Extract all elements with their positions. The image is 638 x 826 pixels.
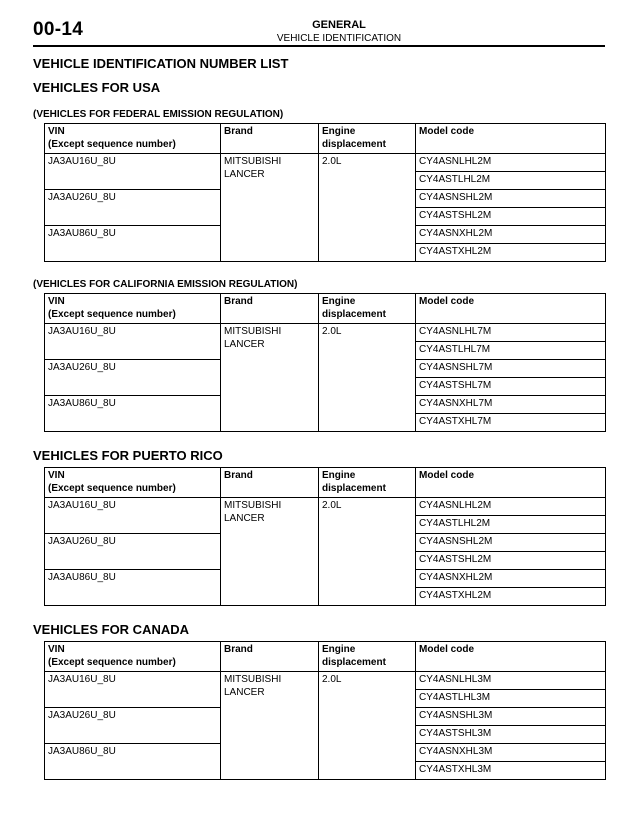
model-code-cell: CY4ASNLHL2M	[416, 154, 606, 172]
brand-line1: MITSUBISHI	[224, 326, 282, 337]
model-code-cell: CY4ASTSHL7M	[416, 378, 606, 396]
engine-header-line2: displacement	[322, 139, 386, 150]
brand-column-header: Brand	[221, 642, 319, 672]
brand-line1: MITSUBISHI	[224, 500, 282, 511]
model-code-cell: CY4ASTLHL2M	[416, 516, 606, 534]
brand-line1: MITSUBISHI	[224, 674, 282, 685]
vin-table-federal	[44, 123, 606, 262]
model-code-cell: CY4ASTXHL7M	[416, 414, 606, 432]
model-code-cell: CY4ASTXHL3M	[416, 762, 606, 780]
engine-header-line1: Engine	[322, 296, 356, 307]
table-header-row	[45, 294, 606, 324]
vin-column-header	[45, 642, 221, 672]
vin-table-puerto-rico	[44, 467, 606, 606]
model-column-header: Model code	[416, 642, 606, 672]
engine-header-line2: displacement	[322, 309, 386, 320]
engine-cell: 2.0L	[319, 324, 416, 432]
table-row	[45, 154, 606, 172]
section-title-usa: VEHICLES FOR USA	[33, 80, 161, 95]
model-code-cell: CY4ASNXHL2M	[416, 226, 606, 244]
model-code-cell: CY4ASTXHL2M	[416, 244, 606, 262]
engine-header-line1: Engine	[322, 470, 356, 481]
brand-line2: LANCER	[224, 169, 265, 180]
model-column-header: Model code	[416, 468, 606, 498]
vin-header-line1: VIN	[48, 470, 65, 481]
table-row	[45, 672, 606, 690]
vin-header-line2: (Except sequence number)	[48, 483, 176, 494]
vin-cell: JA3AU16U_8U	[45, 324, 221, 360]
model-code-cell: CY4ASTSHL2M	[416, 552, 606, 570]
brand-line2: LANCER	[224, 513, 265, 524]
vin-cell: JA3AU26U_8U	[45, 190, 221, 226]
subtitle-california: (VEHICLES FOR CALIFORNIA EMISSION REGULATION)	[33, 279, 298, 290]
vin-column-header	[45, 294, 221, 324]
vin-table-california	[44, 293, 606, 432]
brand-cell	[221, 324, 319, 432]
vin-header-line1: VIN	[48, 296, 65, 307]
vin-header-line1: VIN	[48, 644, 65, 655]
engine-column-header	[319, 468, 416, 498]
model-code-cell: CY4ASTXHL2M	[416, 588, 606, 606]
vin-cell: JA3AU86U_8U	[45, 570, 221, 606]
engine-cell: 2.0L	[319, 154, 416, 262]
model-column-header: Model code	[416, 294, 606, 324]
model-code-cell: CY4ASTLHL2M	[416, 172, 606, 190]
header-rule	[33, 45, 605, 47]
vin-cell: JA3AU16U_8U	[45, 672, 221, 708]
brand-cell	[221, 498, 319, 606]
vin-header-line2: (Except sequence number)	[48, 657, 176, 668]
model-code-cell: CY4ASTLHL3M	[416, 690, 606, 708]
vin-cell: JA3AU26U_8U	[45, 708, 221, 744]
brand-cell	[221, 672, 319, 780]
table-row	[45, 498, 606, 516]
model-code-cell: CY4ASTSHL3M	[416, 726, 606, 744]
vin-header-line2: (Except sequence number)	[48, 139, 176, 150]
vin-cell: JA3AU16U_8U	[45, 498, 221, 534]
model-code-cell: CY4ASNLHL2M	[416, 498, 606, 516]
vin-cell: JA3AU86U_8U	[45, 396, 221, 432]
table-row	[45, 324, 606, 342]
vin-cell: JA3AU26U_8U	[45, 360, 221, 396]
model-code-cell: CY4ASNSHL2M	[416, 190, 606, 208]
brand-cell	[221, 154, 319, 262]
engine-column-header	[319, 124, 416, 154]
model-code-cell: CY4ASNSHL7M	[416, 360, 606, 378]
header-section: GENERAL	[312, 19, 366, 31]
vin-header-line2: (Except sequence number)	[48, 309, 176, 320]
model-column-header: Model code	[416, 124, 606, 154]
subtitle-federal: (VEHICLES FOR FEDERAL EMISSION REGULATION)	[33, 109, 284, 120]
vin-table-canada	[44, 641, 606, 780]
vin-cell: JA3AU86U_8U	[45, 744, 221, 780]
table-header-row	[45, 642, 606, 672]
model-code-cell: CY4ASNXHL2M	[416, 570, 606, 588]
vin-column-header	[45, 468, 221, 498]
model-code-cell: CY4ASNXHL7M	[416, 396, 606, 414]
vin-cell: JA3AU86U_8U	[45, 226, 221, 262]
brand-line1: MITSUBISHI	[224, 156, 282, 167]
vin-cell: JA3AU26U_8U	[45, 534, 221, 570]
brand-line2: LANCER	[224, 687, 265, 698]
vin-cell: JA3AU16U_8U	[45, 154, 221, 190]
model-code-cell: CY4ASNSHL2M	[416, 534, 606, 552]
brand-column-header: Brand	[221, 468, 319, 498]
engine-header-line2: displacement	[322, 657, 386, 668]
engine-header-line1: Engine	[322, 126, 356, 137]
brand-column-header: Brand	[221, 294, 319, 324]
model-code-cell: CY4ASNSHL3M	[416, 708, 606, 726]
model-code-cell: CY4ASNLHL7M	[416, 324, 606, 342]
engine-cell: 2.0L	[319, 672, 416, 780]
model-code-cell: CY4ASTSHL2M	[416, 208, 606, 226]
page-number: 00-14	[33, 19, 84, 40]
brand-line2: LANCER	[224, 339, 265, 350]
vin-header-line1: VIN	[48, 126, 65, 137]
model-code-cell: CY4ASNLHL3M	[416, 672, 606, 690]
brand-column-header: Brand	[221, 124, 319, 154]
engine-header-line2: displacement	[322, 483, 386, 494]
engine-column-header	[319, 294, 416, 324]
page-title: VEHICLE IDENTIFICATION NUMBER LIST	[33, 56, 289, 71]
table-header-row	[45, 468, 606, 498]
table-header-row	[45, 124, 606, 154]
section-title-puerto-rico: VEHICLES FOR PUERTO RICO	[33, 448, 223, 463]
section-title-canada: VEHICLES FOR CANADA	[33, 622, 190, 637]
engine-cell: 2.0L	[319, 498, 416, 606]
engine-column-header	[319, 642, 416, 672]
model-code-cell: CY4ASNXHL3M	[416, 744, 606, 762]
engine-header-line1: Engine	[322, 644, 356, 655]
model-code-cell: CY4ASTLHL7M	[416, 342, 606, 360]
vin-column-header	[45, 124, 221, 154]
header-subsection: VEHICLE IDENTIFICATION	[276, 33, 402, 44]
